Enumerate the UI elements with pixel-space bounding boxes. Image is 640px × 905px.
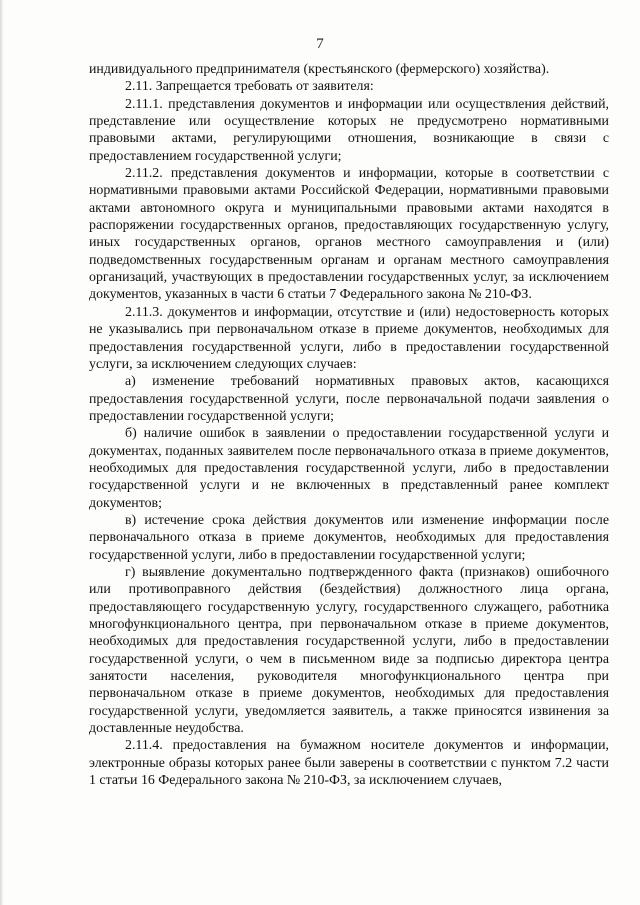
scan-edge <box>0 0 3 905</box>
paragraph-2-11-3: 2.11.3. документов и информации, отсутствие и (или) недостоверность которых не указывались при первоначальном отказе в приеме документов, необходимых для предоставления государственной услуги, либо в предоставлении государственной услуги, за исключением следующих случаев: <box>89 304 609 372</box>
paragraph-continuation: индивидуального предпринимателя (крестьянского (фермерского) хозяйства). <box>89 62 550 77</box>
paragraph-item-g: г) выявление документально подтвержденного факта (признаков) ошибочного или противоправного действия (бездействия) должностного лица органа, предоставляющего государственную услугу, государственного служащего, работника многофункционального центра, при первоначальном отказе в приеме документов, необходимых для предоставления государственной услуги, либо в предоставлении государственной услуги, о чем в письменном виде за подписью директора центра занятости населения, руководителя многофункционального центра при первоначальном отказе в приеме документов, необходимых для предоставления государственной услуги, уведомляется заявитель, а также приносятся извинения за доставленные неудобства. <box>89 564 609 737</box>
paragraph-2-11-2: 2.11.2. представления документов и информации, которые в соответствии с нормативными правовыми актами Российской Федерации, нормативными правовыми актами автономного округа и муниципальными правовыми актами находятся в распоряжении государственных органов, предоставляющих государственную услугу, иных государственных органов, органов местного самоуправления и (или) подведомственных государственным органам и органам местного самоуправления организаций, участвующих в предоставлении государственных услуг, за исключением документов, указанных в части 6 статьи 7 Федерального закона № 210-ФЗ. <box>89 166 609 303</box>
paragraph-2-11: 2.11. Запрещается требовать от заявителя: <box>125 79 374 95</box>
paragraph-item-b: б) наличие ошибок в заявлении о предоставлении государственной услуги и документах, поданных заявителем после первоначального отказа в приеме документов, необходимых для предоставления государственной услуги, либо в предоставлении государственной услуги и не включенных в представленный ранее комплект документов; <box>89 426 609 511</box>
page-number: 7 <box>316 36 324 52</box>
paragraph-item-a: а) изменение требований нормативных правовых актов, касающихся предоставления государственной услуги, после первоначальной подачи заявления о предоставлении государственной услуги; <box>89 374 609 424</box>
paragraph-2-11-4: 2.11.4. предоставления на бумажном носителе документов и информации, электронные образы которых ранее были заверены в соответствии с пунктом 7.2 части 1 статьи 16 Федерального закона № 210-ФЗ, за исключением случаев, <box>89 738 609 789</box>
paragraph-item-v: в) истечение срока действия документов или изменение информации после первоначального отказа в приеме документов, необходимых для предоставления государственной услуги, либо в предоставлении государственной услуги; <box>89 512 609 563</box>
document-body <box>89 61 609 789</box>
paragraph-2-11-1: 2.11.1. представления документов и информации или осуществления действий, представление или осуществление которых не предусмотрено нормативными правовыми актами, регулирующими отношения, возникающие в связи с предоставлением государственной услуги; <box>89 96 609 164</box>
